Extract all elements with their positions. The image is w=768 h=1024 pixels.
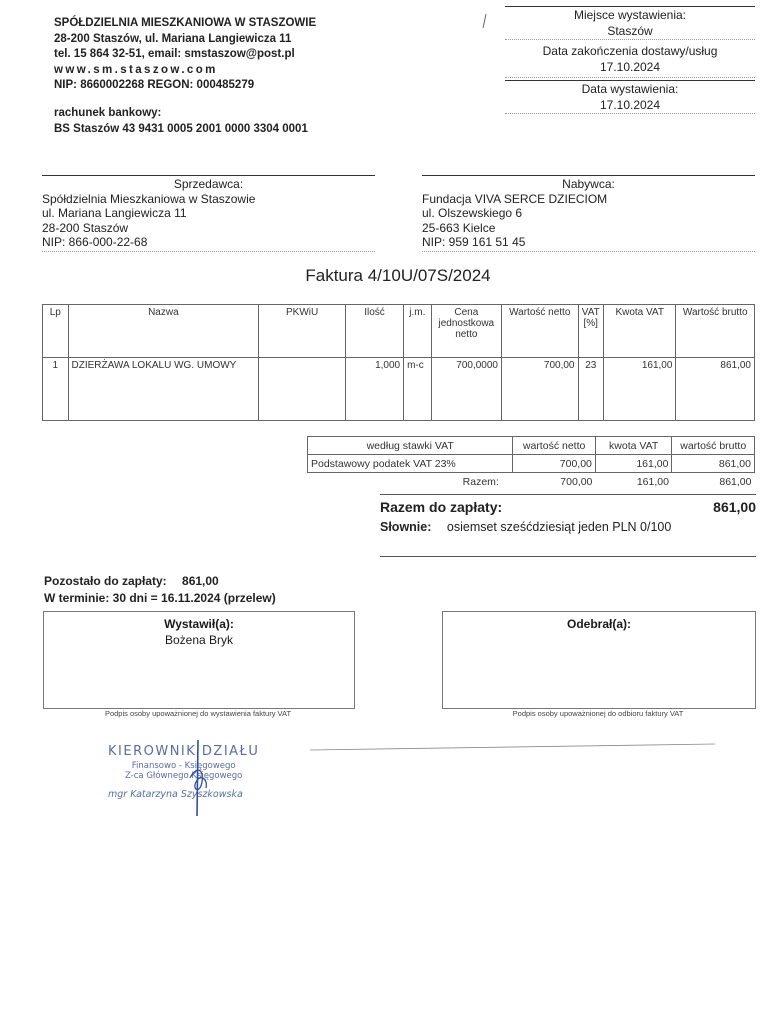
stamp-person: mgr Katarzyna Szyszkowska: [108, 789, 243, 800]
buyer-nip: NIP: 959 161 51 45: [422, 235, 526, 249]
issuer-contact: tel. 15 864 32-51, email: smstaszow@post.pl: [54, 48, 295, 60]
vat-col-rate: według stawki VAT: [308, 437, 513, 455]
bank-label: rachunek bankowy:: [54, 107, 162, 119]
total-label: Razem do zapłaty:: [380, 499, 503, 515]
vat-total-net: 700,00: [560, 475, 593, 488]
bank-block: [54, 106, 308, 137]
cell-vat-amount: 161,00: [604, 358, 676, 421]
place-value: Staszów: [607, 24, 653, 38]
seller-nip: NIP: 866-000-22-68: [42, 235, 148, 249]
stamp-line2: Z-ca Głównego Księgowego: [125, 771, 243, 781]
stamp-title: KIEROWNIK DZIAŁU: [108, 744, 260, 759]
vat-row-net: 700,00: [513, 455, 596, 473]
buyer-block: [422, 175, 755, 252]
payment-terms: [44, 573, 276, 607]
vat-header-row: [308, 437, 755, 455]
seller-street: ul. Mariana Langiewicza 11: [42, 206, 187, 220]
col-vat-rate: VAT [%]: [578, 305, 604, 358]
remaining-value: 861,00: [182, 574, 219, 588]
col-lp: Lp: [43, 305, 69, 358]
col-pkwiu: PKWiU: [259, 305, 346, 358]
place-label: Miejsce wystawienia:: [573, 8, 687, 22]
col-vat-amount: Kwota VAT: [604, 305, 676, 358]
total-row: [380, 499, 756, 515]
payment-term: W terminie: 30 dni = 16.11.2024 (przelew): [44, 591, 276, 605]
table-row: [308, 473, 755, 491]
cell-name: DZIERŻAWA LOKALU WG. UMOWY: [68, 358, 259, 421]
issued-by-name: Bożena Bryk: [164, 633, 234, 647]
vat-row-gross: 861,00: [672, 455, 755, 473]
vat-total-amount: 161,00: [636, 475, 669, 488]
delivery-date-label: Data zakończenia dostawy/usług: [542, 44, 718, 58]
cell-qty: 1,000: [345, 358, 403, 421]
issuer-address: 28-200 Staszów, ul. Mariana Langiewicza 11: [54, 32, 292, 45]
seller-heading: Sprzedawca:: [42, 175, 375, 192]
received-by-box: [442, 611, 756, 709]
seller-city: 28-200 Staszów: [42, 220, 129, 235]
col-unit-price: Cena jednostkowa netto: [431, 305, 501, 358]
remaining-label: Pozostało do zapłaty:: [44, 574, 167, 588]
col-net: Wartość netto: [502, 305, 579, 358]
received-caption: Podpis osoby upoważnionej do odbioru faktury VAT: [512, 709, 684, 718]
issued-caption: Podpis osoby upoważnionej do wystawienia faktury VAT: [104, 709, 292, 718]
issue-date-label: Data wystawienia:: [581, 82, 679, 96]
buyer-street: ul. Olszewskiego 6: [422, 206, 523, 220]
cell-pkwiu: [259, 358, 346, 421]
total-value: 861,00: [713, 499, 756, 515]
vat-col-net: wartość netto: [513, 437, 596, 455]
vat-total-gross: 861,00: [719, 475, 752, 488]
issued-by-box: [43, 611, 355, 709]
vat-summary-table: [307, 436, 755, 490]
vat-col-amount: kwota VAT: [595, 437, 672, 455]
invoice-meta: [505, 6, 755, 114]
invoice-title: Faktura 4/10U/07S/2024: [305, 266, 491, 285]
vat-col-gross: wartość brutto: [672, 437, 755, 455]
table-row: [308, 455, 755, 473]
issuer-block: [54, 16, 316, 94]
col-name: Nazwa: [68, 305, 259, 358]
issuer-ids: NIP: 8660002268 REGON: 000485279: [54, 79, 255, 91]
issuer-website: www.sm.staszow.com: [54, 63, 218, 76]
cell-net: 700,00: [502, 358, 579, 421]
issue-date-value: 17.10.2024: [599, 98, 661, 112]
buyer-city: 25-663 Kielce: [422, 220, 496, 235]
amount-in-words: [380, 520, 671, 534]
table-row: [43, 358, 755, 421]
seller-name: Spółdzielnia Mieszkaniowa w Staszowie: [42, 191, 256, 206]
received-by-label: Odebrał(a):: [566, 617, 631, 631]
pen-mark: [483, 14, 487, 28]
items-table: [42, 304, 755, 421]
bank-account: BS Staszów 43 9431 0005 2001 0000 3304 0001: [54, 122, 308, 135]
vat-row-amount: 161,00: [595, 455, 672, 473]
signature-scribble: [160, 738, 720, 820]
vat-total-label: Razem:: [462, 475, 499, 488]
items-header-row: [43, 305, 755, 358]
words-label: Słownie:: [380, 520, 432, 534]
delivery-date-value: 17.10.2024: [599, 60, 661, 74]
cell-gross: 861,00: [676, 358, 755, 421]
issuer-name: SPÓŁDZIELNIA MIESZKANIOWA W STASZOWIE: [54, 17, 317, 29]
vat-row-label: Podstawowy podatek VAT 23%: [308, 455, 513, 473]
cell-unit-price: 700,0000: [431, 358, 501, 421]
cell-unit: m-c: [404, 358, 432, 421]
stamp-line1: Finansowo - Księgowego: [131, 761, 236, 771]
buyer-name: Fundacja VIVA SERCE DZIECIOM: [422, 191, 608, 206]
issued-by-label: Wystawił(a):: [164, 617, 234, 631]
col-gross: Wartość brutto: [676, 305, 755, 358]
seller-block: [42, 175, 375, 252]
cell-vat-rate: 23: [578, 358, 604, 421]
buyer-heading: Nabywca:: [422, 175, 755, 192]
col-qty: Ilość: [345, 305, 403, 358]
cell-lp: 1: [43, 358, 69, 421]
words-value: osiemset sześćdziesiąt jeden PLN 0/100: [446, 520, 672, 534]
col-unit: j.m.: [404, 305, 432, 358]
